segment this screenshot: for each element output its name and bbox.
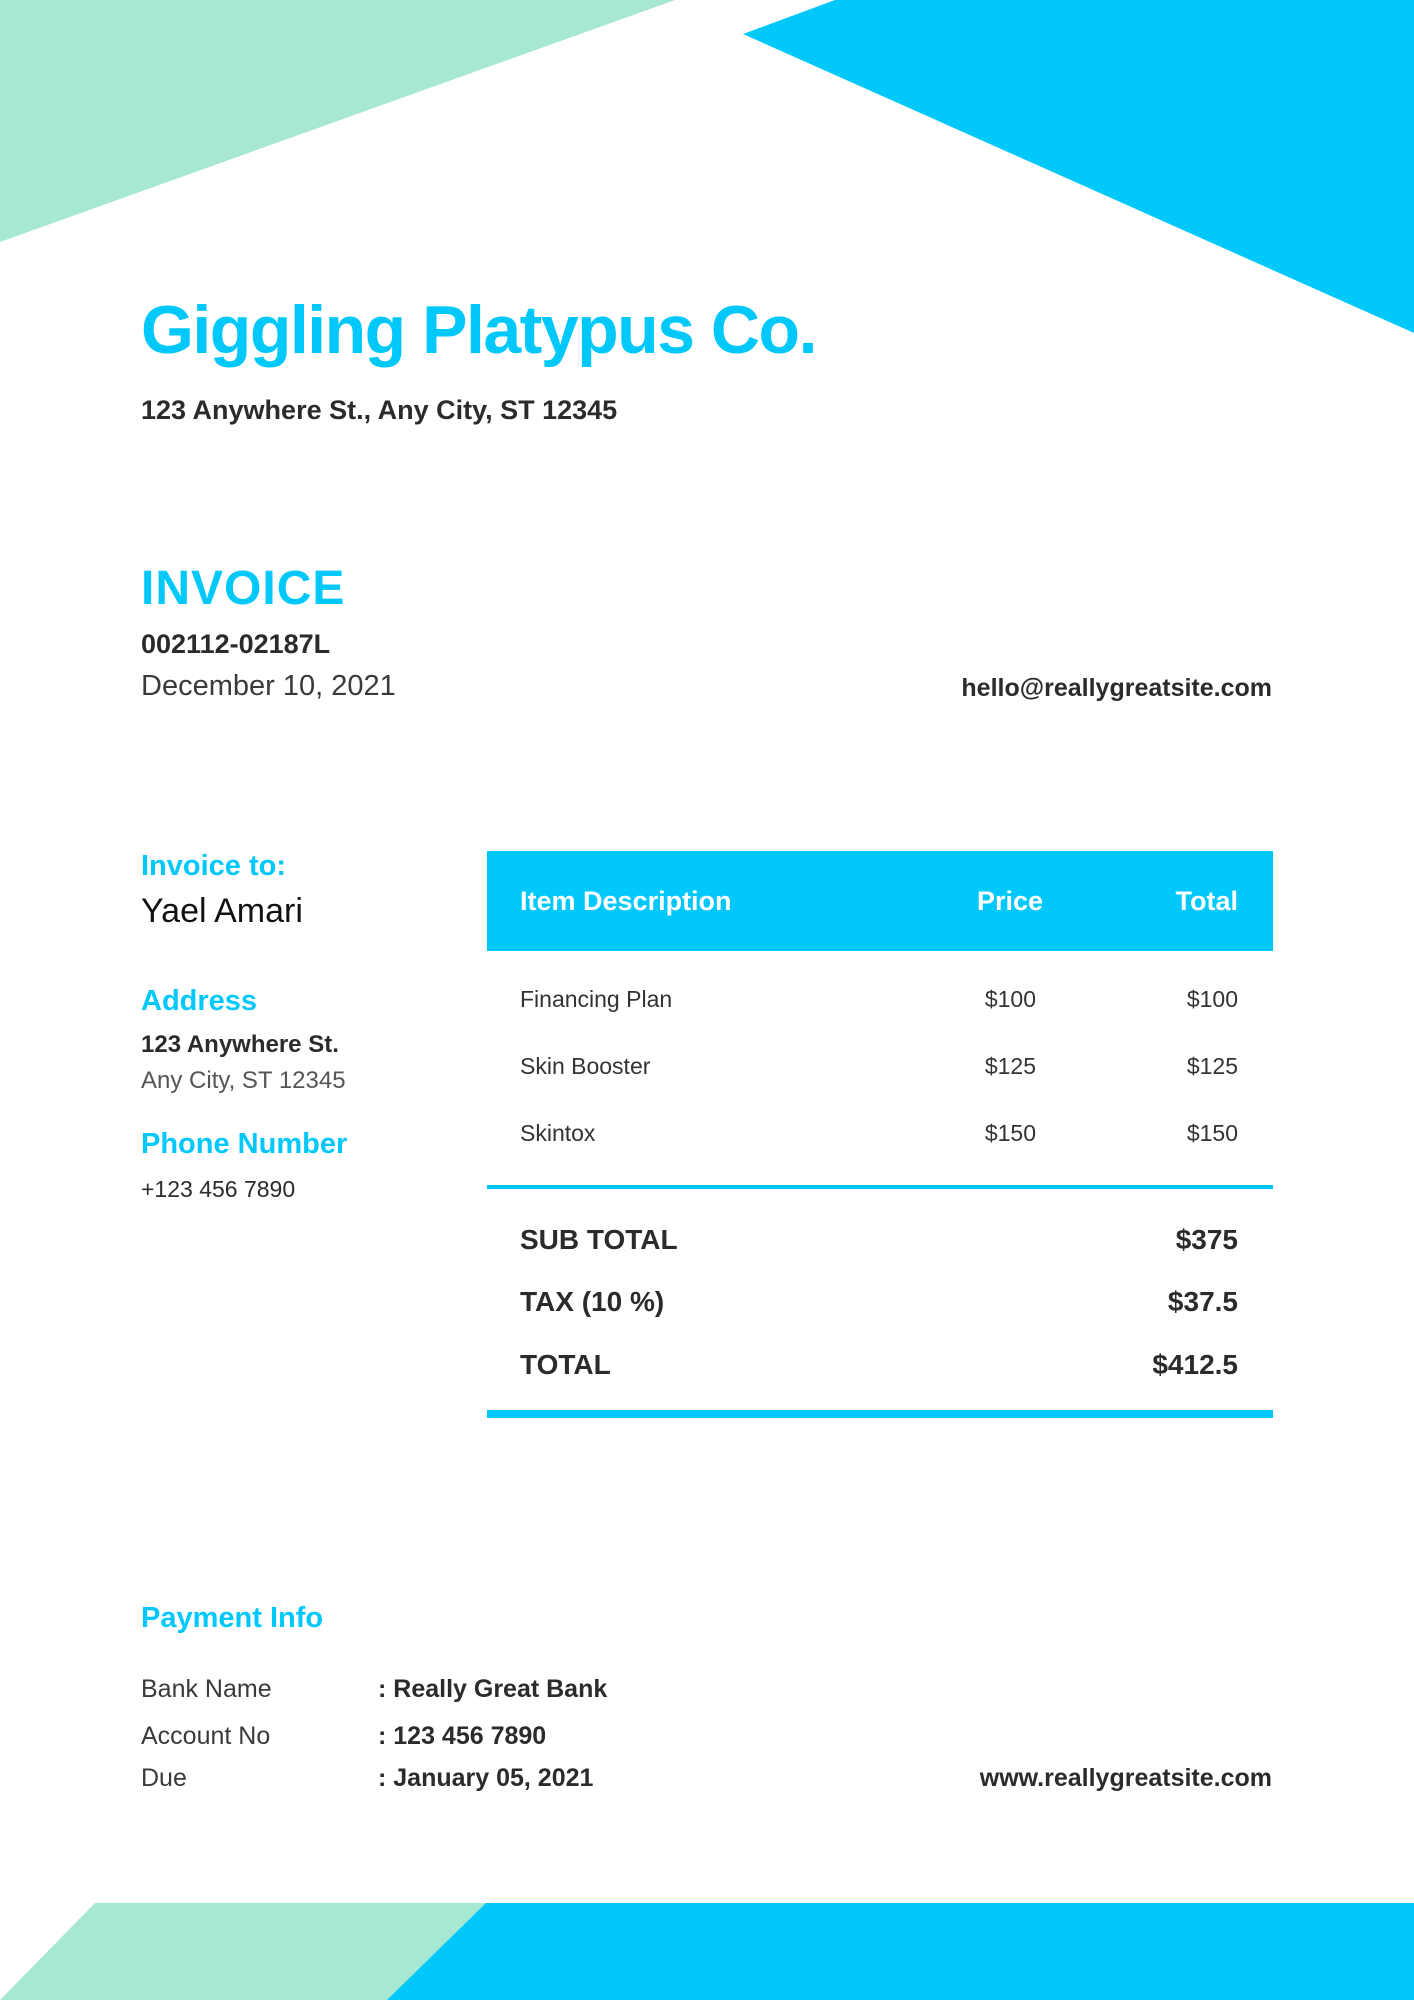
invoice-title: INVOICE [141,562,346,615]
invoice-to-label: Invoice to: [141,850,287,882]
header-item-description: Item Description [520,886,732,916]
tax-row [487,1282,1273,1322]
tax-value: $37.5 [1167,1286,1238,1317]
phone-label: Phone Number [141,1128,348,1160]
client-phone: +123 456 7890 [141,1176,296,1202]
row-price: $150 [984,1120,1036,1146]
row-price: $100 [984,986,1036,1012]
invoice-date: December 10, 2021 [141,670,396,702]
table-row [487,1049,1273,1083]
total-row [487,1345,1273,1385]
client-address-line2: Any City, ST 12345 [141,1067,346,1094]
website-link[interactable]: www.reallygreatsite.com [979,1764,1272,1792]
footer-decoration [0,1900,1414,2000]
header-price: Price [976,886,1043,916]
blue-footer-shape [387,1903,1414,2000]
due-date-value: : January 05, 2021 [378,1764,594,1792]
account-number-value: : 123 456 7890 [378,1722,547,1750]
contact-email-link[interactable]: hello@reallygreatsite.com [961,674,1272,702]
row-total: $125 [1186,1053,1238,1079]
bank-name-label: Bank Name [141,1675,272,1703]
total-label: TOTAL [520,1349,611,1380]
row-description: Financing Plan [520,986,673,1012]
client-address-line1: 123 Anywhere St. [141,1031,339,1058]
table-row [487,982,1273,1016]
row-price: $125 [984,1053,1036,1079]
client-name: Yael Amari [141,892,303,930]
bank-name-value: : Really Great Bank [378,1675,608,1703]
table-bottom-bar [487,1410,1273,1418]
row-description: Skintox [520,1120,596,1146]
address-label: Address [141,985,258,1017]
table-divider [487,1185,1273,1189]
due-date-label: Due [141,1764,187,1792]
invoice-number: 002112-02187L [141,629,331,659]
account-number-label: Account No [141,1722,271,1750]
tax-label: TAX (10 %) [520,1286,665,1317]
header-total: Total [1175,886,1238,916]
subtotal-row [487,1220,1273,1260]
company-name: Giggling Platypus Co. [141,292,816,368]
subtotal-label: SUB TOTAL [520,1224,678,1255]
subtotal-value: $375 [1175,1224,1238,1255]
row-total: $100 [1186,986,1238,1012]
blue-triangle-shape [743,0,1414,333]
payment-info-title: Payment Info [141,1602,324,1634]
header-decoration [0,0,1414,340]
total-value: $412.5 [1152,1349,1238,1380]
row-total: $150 [1186,1120,1238,1146]
row-description: Skin Booster [520,1053,651,1079]
table-row [487,1116,1273,1150]
items-table-header [487,851,1273,951]
company-address: 123 Anywhere St., Any City, ST 12345 [141,395,618,425]
mint-triangle-shape [0,0,675,242]
